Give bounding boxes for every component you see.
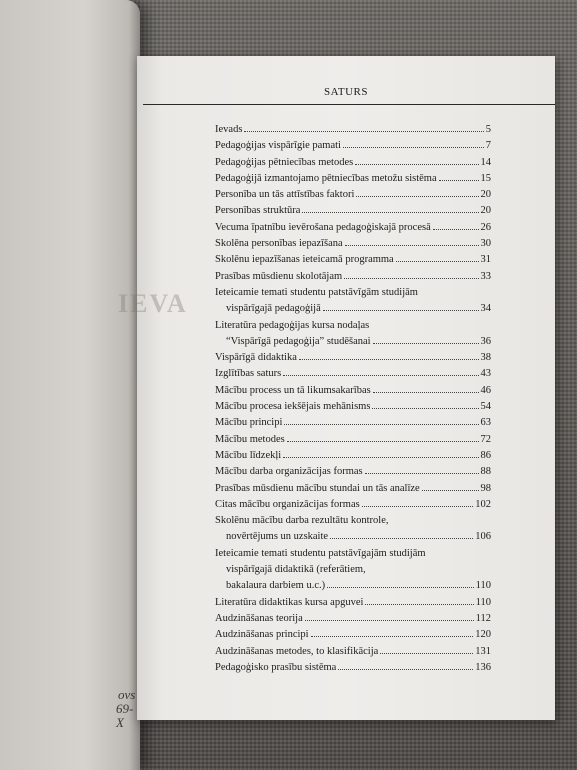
toc-leader-dots xyxy=(345,245,479,246)
toc-entry-title: Prasības mūsdienu skolotājam xyxy=(215,270,343,282)
toc-entry xyxy=(215,383,491,399)
toc-page-number: 7 xyxy=(485,140,491,152)
toc-entry-line xyxy=(215,318,491,334)
toc-page-number: 63 xyxy=(480,417,491,429)
toc-entry-line xyxy=(215,562,491,578)
toc-page-number: 110 xyxy=(475,596,491,608)
toc-entry xyxy=(215,611,491,627)
toc-entry xyxy=(215,220,491,236)
toc-entry-title: Pedagoģisko prasību sistēma xyxy=(215,661,337,673)
toc-entry-title: Personības struktūra xyxy=(215,205,301,217)
toc-page-number: 38 xyxy=(480,352,491,364)
toc-entry xyxy=(215,301,491,317)
toc-entry-title: novērtējums un uzskaite xyxy=(226,531,329,543)
toc-leader-dots xyxy=(323,310,479,311)
toc-entry xyxy=(215,578,491,594)
toc-entry-title: Pedagoģijas pētniecības metodes xyxy=(215,156,354,168)
toc-leader-dots xyxy=(373,343,479,344)
left-page-edge-text xyxy=(0,688,140,730)
toc-leader-dots xyxy=(355,164,478,165)
toc-leader-dots xyxy=(338,669,473,670)
toc-entry-title: Mācību procesa iekšējais mehānisms xyxy=(215,401,371,413)
toc-leader-dots xyxy=(283,457,478,458)
toc-leader-dots xyxy=(311,636,474,637)
toc-leader-dots xyxy=(433,229,479,230)
toc-entry-title: Citas mācību organizācijas formas xyxy=(215,498,360,510)
toc-leader-dots xyxy=(302,212,478,213)
toc-entry xyxy=(215,350,491,366)
toc-page-number: 120 xyxy=(475,629,491,641)
toc-entry-line xyxy=(215,546,491,562)
toc-leader-dots xyxy=(373,392,479,393)
toc-entry xyxy=(215,269,491,285)
toc-page-number: 46 xyxy=(480,384,491,396)
toc-entry-title: Audzināšanas metodes, to klasifikācija xyxy=(215,645,379,657)
toc-entry-title: vispārīgajā pedagoģijā xyxy=(226,303,321,315)
toc-page-number: 72 xyxy=(480,433,491,445)
toc-entry-line xyxy=(215,513,491,529)
toc-entry-title: Personība un tās attīstības faktori xyxy=(215,189,355,201)
toc-page-number: 136 xyxy=(475,661,491,673)
toc-entry-title: Izglītības saturs xyxy=(215,368,282,380)
toc-entry xyxy=(215,415,491,431)
toc-entry xyxy=(215,138,491,154)
toc-page-number: 86 xyxy=(480,449,491,461)
toc-page-number: 20 xyxy=(480,189,491,201)
toc-leader-dots xyxy=(356,196,478,197)
toc-entry-title: Literatūra pedagoģijas kursa nodaļas xyxy=(215,319,370,331)
left-page xyxy=(0,0,140,770)
toc-entry-title: Audzināšanas teorija xyxy=(215,612,303,624)
toc-entry-title: Vecuma īpatnību ievērošana pedagoģiskajā procesā xyxy=(215,221,431,233)
toc-leader-dots xyxy=(244,131,483,132)
toc-page-number: 88 xyxy=(480,466,491,478)
toc-entry xyxy=(215,334,491,350)
toc-leader-dots xyxy=(343,147,484,148)
toc-entry-title: Pedagoģijas vispārīgie pamati xyxy=(215,140,341,152)
show-through-heading: IEVA xyxy=(118,289,188,318)
toc-entry-title: Mācību principi xyxy=(215,417,283,429)
toc-entry xyxy=(215,529,491,545)
toc-leader-dots xyxy=(362,506,474,507)
toc-entry xyxy=(215,595,491,611)
toc-entry xyxy=(215,432,491,448)
toc-leader-dots xyxy=(372,408,478,409)
toc-page-number: 43 xyxy=(480,368,491,380)
toc-entry-title: Skolēnu iepazīšanas ieteicamā programma xyxy=(215,254,394,266)
toc-leader-dots xyxy=(287,441,479,442)
toc-entry-title: bakalaura darbiem u.c.) xyxy=(226,580,326,592)
toc-entry-title: Skolēnu mācību darba rezultātu kontrole, xyxy=(215,515,389,527)
edge-text-line-2: 69-X xyxy=(116,701,134,730)
toc-leader-dots xyxy=(283,375,478,376)
toc-page-number: 5 xyxy=(485,124,491,135)
table-of-contents xyxy=(215,122,491,676)
toc-entry-title: Ievads xyxy=(215,124,243,135)
toc-page-number: 14 xyxy=(480,156,491,168)
toc-leader-dots xyxy=(344,278,478,279)
toc-leader-dots xyxy=(284,424,478,425)
toc-entry xyxy=(215,481,491,497)
toc-entry xyxy=(215,660,491,676)
toc-entry-title: Skolēna personības iepazīšana xyxy=(215,238,343,250)
toc-entry xyxy=(215,203,491,219)
toc-entry-title: Mācību metodes xyxy=(215,433,285,445)
toc-page-number: 131 xyxy=(475,645,491,657)
toc-leader-dots xyxy=(396,261,479,262)
toc-entry-title: Mācību darba organizācijas formas xyxy=(215,466,363,478)
toc-page-number: 33 xyxy=(480,270,491,282)
toc-entry-title: Audzināšanas principi xyxy=(215,629,309,641)
toc-page-number: 26 xyxy=(480,221,491,233)
toc-entry xyxy=(215,122,491,138)
toc-leader-dots xyxy=(305,620,474,621)
toc-entry-title: Mācību process un tā likumsakarības xyxy=(215,384,371,396)
toc-entry-title: Pedagoģijā izmantojamo pētniecības metožu sistēma xyxy=(215,172,437,184)
toc-entry xyxy=(215,366,491,382)
toc-entry-title: Prasības mūsdienu mācību stundai un tās analīze xyxy=(215,482,420,494)
toc-entry xyxy=(215,464,491,480)
toc-page-number: 102 xyxy=(475,498,491,510)
toc-page-number: 54 xyxy=(480,401,491,413)
toc-leader-dots xyxy=(380,653,473,654)
toc-entry xyxy=(215,236,491,252)
toc-page-number: 20 xyxy=(480,205,491,217)
toc-entry xyxy=(215,171,491,187)
toc-leader-dots xyxy=(299,359,479,360)
toc-page-number: 15 xyxy=(480,172,491,184)
toc-page-number: 36 xyxy=(480,335,491,347)
toc-leader-dots xyxy=(422,490,479,491)
toc-page-number: 110 xyxy=(475,580,491,592)
toc-page-number: 112 xyxy=(475,612,491,624)
toc-entry xyxy=(215,399,491,415)
toc-entry-title: Ieteicamie temati studentu patstāvīgām studijām xyxy=(215,286,418,298)
toc-entry xyxy=(215,155,491,171)
toc-entry-title: vispārīgajā didaktikā (referātiem, xyxy=(226,564,366,576)
toc-page-number: 98 xyxy=(480,482,491,494)
toc-entry xyxy=(215,448,491,464)
toc-entry-title: Ieteicamie temati studentu patstāvīgajām studijām xyxy=(215,547,426,559)
toc-page-number: 30 xyxy=(480,238,491,250)
toc-entry xyxy=(215,187,491,203)
toc-entry-title: Vispārīgā didaktika xyxy=(215,352,297,364)
toc-entry xyxy=(215,252,491,268)
toc-entry xyxy=(215,627,491,643)
toc-entry-line xyxy=(215,285,491,301)
toc-page-number: 34 xyxy=(480,303,491,315)
toc-leader-dots xyxy=(365,473,479,474)
toc-entry-title: “Vispārīgā pedagoģija” studēšanai xyxy=(226,335,371,347)
toc-entry-title: Mācību līdzekļi xyxy=(215,449,282,461)
toc-leader-dots xyxy=(439,180,479,181)
toc-leader-dots xyxy=(327,587,474,588)
toc-entry xyxy=(215,497,491,513)
toc-leader-dots xyxy=(330,538,473,539)
header-rule xyxy=(143,104,555,105)
toc-page-number: 31 xyxy=(480,254,491,266)
edge-text-line-1: ovs xyxy=(118,687,136,702)
toc-entry xyxy=(215,644,491,660)
toc-leader-dots xyxy=(365,604,473,605)
toc-page-number: 106 xyxy=(475,531,491,543)
toc-entry-title: Literatūra didaktikas kursa apguvei xyxy=(215,596,364,608)
page-title: SATURS xyxy=(324,86,368,98)
